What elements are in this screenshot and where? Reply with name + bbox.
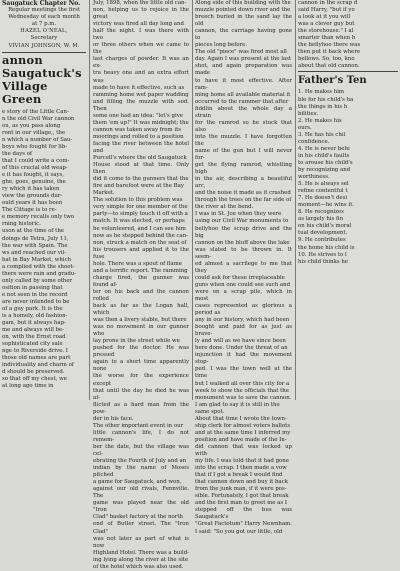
text-line: the bellyhoo there was bbox=[298, 42, 361, 49]
text-line: gam, but it always hap- bbox=[2, 320, 66, 327]
text-line: little cannon's life, I do not remem- bbox=[93, 429, 189, 443]
text-line: his child thinks he bbox=[298, 258, 349, 265]
text-line: and the noise it made as it crashed bbox=[195, 190, 291, 197]
text-line: 3. He has his chil bbox=[298, 131, 346, 138]
text-line: pieces long before. bbox=[195, 42, 248, 49]
text-line: he volunteered, and I can see him bbox=[93, 225, 186, 232]
text-line: are never intended to be bbox=[2, 298, 70, 305]
text-line: The Cittage is to re- bbox=[2, 207, 57, 214]
text-line: about that old cannon. bbox=[298, 63, 360, 70]
text-line: ramming home wet paper wadding bbox=[93, 91, 189, 98]
text-line: fire and barefoot were at the Bay bbox=[93, 183, 184, 190]
text-line: through the trees on the far side of bbox=[195, 197, 292, 204]
text-line: again to a short time apparently none bbox=[93, 359, 189, 373]
text-line: The solution to this problem was bbox=[93, 197, 183, 204]
text-line: muzzle pointed down river and the bbox=[195, 7, 291, 14]
text-line: me and always will be- bbox=[2, 327, 65, 334]
text-line: that I could write a com- bbox=[2, 157, 70, 164]
text-line: e memory recalls only two bbox=[2, 214, 75, 221]
text-line: at long ago time in bbox=[2, 383, 54, 390]
text-line: ble for his child's ha bbox=[298, 96, 354, 103]
text-line: those old names are part bbox=[2, 355, 71, 362]
headline-line: annon bbox=[2, 52, 43, 67]
text-line: last charges of powder. It was an ex- bbox=[93, 56, 189, 70]
text-line: 2. He makes his bbox=[298, 117, 342, 124]
text-line: ours. bbox=[298, 124, 312, 131]
text-line: fiddlin about the whole day a strain bbox=[195, 105, 292, 119]
text-line: was no movement in our gunner who bbox=[93, 324, 189, 338]
text-line: end of Butler street. The "Iron Clad" bbox=[93, 521, 189, 535]
text-line: victory was fired all day long and bbox=[93, 21, 184, 28]
text-line: that if I got a break I would find bbox=[195, 472, 283, 479]
text-line: was slated to be thrown in. It seem- bbox=[195, 246, 292, 260]
text-line: from the junk man, if it were pos- bbox=[195, 486, 287, 493]
column-3 bbox=[195, 0, 292, 535]
text-line: using our Civil War monuments to bbox=[195, 218, 289, 225]
text-line: hat in Bay Market, which bbox=[2, 256, 72, 263]
text-line: non, helping us to rejoice in the great bbox=[93, 7, 189, 21]
text-line: was then a livery stable, but there bbox=[93, 317, 187, 324]
text-line: der in his face. bbox=[93, 415, 134, 422]
text-line: bellyhoo the scrap drive and the big bbox=[195, 225, 292, 239]
text-line: The old "piece" was fired most all bbox=[195, 49, 287, 56]
text-line: moorings and rolled to a position bbox=[93, 133, 184, 140]
text-line: ws and reached our vil- bbox=[2, 249, 67, 256]
text-line: 10. He strives to l bbox=[298, 251, 347, 258]
text-line: a complied with the shoot- bbox=[2, 263, 75, 270]
text-line: 8. He recognizes bbox=[298, 209, 344, 216]
text-line: match. It was elected, or perhaps bbox=[93, 218, 185, 225]
masthead-line: Regular meetings the first bbox=[8, 7, 80, 14]
text-line: e it has fought, it says, bbox=[2, 172, 65, 179]
text-line: and filling the muzzle with sod. Then bbox=[93, 98, 189, 112]
text-line: very simple for one member of the bbox=[93, 204, 188, 211]
text-line: view the grounds dur- bbox=[2, 193, 63, 200]
text-line: the storehouse." I al bbox=[298, 28, 354, 35]
text-line: nge to Riverside drive. I bbox=[2, 348, 68, 355]
text-line: occurred to the rammer that after bbox=[195, 98, 289, 105]
text-line: cannon in the scrap d bbox=[298, 0, 358, 6]
text-line: so that off my chest, we bbox=[2, 376, 67, 383]
text-line: party—to simply touch it off with a bbox=[93, 211, 188, 218]
text-line: ber the date, but the village was cel- bbox=[93, 443, 189, 457]
text-line: cannon on the bluff above the lake bbox=[195, 239, 290, 246]
text-line: tra heavy one and an extra effort was bbox=[93, 70, 189, 84]
text-line: of the hotel which was also used. bbox=[93, 563, 184, 570]
text-line: ebrating the Fourth of July and an bbox=[93, 458, 187, 465]
text-line: About that time I wrote the town- bbox=[195, 415, 287, 422]
text-line: a look at it you will bbox=[298, 14, 351, 21]
masthead-line: Secretary bbox=[30, 35, 58, 42]
text-line: did cannon that was locked up with bbox=[195, 443, 292, 457]
masthead-line: at 7 p.m. bbox=[31, 21, 57, 28]
text-line: "Great Factotum" Harry Newnham. bbox=[195, 521, 292, 528]
text-line: is a homely, old fashion- bbox=[2, 313, 68, 320]
text-line: into the muzzle. I have forgotten the bbox=[195, 133, 292, 147]
text-line: his trousers and applied it to the fuse bbox=[93, 246, 189, 260]
text-line: ming home all available material it bbox=[195, 91, 291, 98]
text-line: Along side of this building with the bbox=[195, 0, 291, 6]
column-rule bbox=[89, 0, 90, 400]
text-line: hole. There was a spout of flame bbox=[93, 260, 182, 267]
text-line: or three others when we came to the bbox=[93, 42, 189, 56]
text-line: but I walked all over this city for a bbox=[195, 380, 290, 387]
commandment-list bbox=[298, 89, 398, 265]
text-line: 5. He is always sel bbox=[298, 181, 349, 188]
text-line: get the flying ramrod, whistling high bbox=[195, 162, 292, 176]
text-line: same spot. bbox=[195, 408, 225, 415]
text-line: made to have it effective, such as bbox=[93, 84, 185, 91]
text-line: here done. Under the threat of an bbox=[195, 345, 288, 352]
text-line: and at the same time I inferred my bbox=[195, 429, 291, 436]
article-body bbox=[2, 109, 86, 391]
text-line: n the old Civil War cannon bbox=[2, 115, 75, 122]
text-line: was not later as part of what is now bbox=[93, 535, 189, 549]
text-line: July, 1898, when the little old can- bbox=[93, 0, 187, 6]
text-line: did it come to the gunners that the bbox=[93, 176, 189, 183]
text-line: on, with the Ernst road bbox=[2, 334, 66, 341]
text-line: of a guy park. It is the bbox=[2, 305, 63, 312]
text-line: guns when one could see such and bbox=[195, 281, 291, 288]
text-line: then put it back where bbox=[298, 49, 361, 56]
text-line: flicted as a hard man from the pow- bbox=[93, 401, 189, 415]
text-line: ry which it has taken bbox=[2, 186, 60, 193]
text-line: osition in passing that bbox=[2, 284, 63, 291]
text-line: I said: "So you got our little, old bbox=[195, 528, 283, 535]
text-line: them 'em up!" It was midnight; the bbox=[93, 119, 189, 126]
text-line: doings de Tetra, July 11, bbox=[2, 235, 69, 242]
text-line: ed almost a sacrilege to me that they bbox=[195, 260, 292, 274]
text-line: my life. I was told that it had gone bbox=[195, 458, 289, 465]
text-line: the worse for the experience except bbox=[93, 373, 189, 387]
masthead-line: VIVIAN JOHNSON, W. M. bbox=[8, 42, 80, 49]
text-line: the days of bbox=[2, 150, 32, 157]
text-line: Market. bbox=[93, 190, 115, 197]
article-body bbox=[195, 0, 292, 536]
text-line: indian by the name of Moses pitched bbox=[93, 465, 189, 479]
text-line: breech buried in the sand lay the old bbox=[195, 14, 292, 28]
text-line: worthiness. bbox=[298, 174, 330, 181]
text-line: in his child's faults bbox=[298, 152, 350, 159]
text-line: 9. He contributes bbox=[298, 237, 346, 244]
text-line: was a clever guy but bbox=[298, 21, 355, 28]
text-line: confidence. bbox=[298, 138, 330, 145]
text-line: and a terrific report. The ramming bbox=[93, 267, 188, 274]
column-rule bbox=[192, 0, 193, 400]
text-line: 7. He doesn't desi bbox=[298, 195, 348, 202]
headline-line: Village Green bbox=[2, 78, 48, 106]
article-body bbox=[93, 0, 189, 571]
text-line: to have it most effective. After ram- bbox=[195, 77, 292, 91]
text-line: 4. He is never behi bbox=[298, 145, 350, 152]
text-line: ould years it has been bbox=[2, 200, 63, 207]
masthead-line: Saugatuck Chapter No. bbox=[2, 0, 81, 7]
text-line: shot, and again preparation was made bbox=[195, 63, 292, 77]
text-line: facing the river between the hotel and bbox=[93, 140, 189, 154]
text-line: on his child's moral bbox=[298, 223, 352, 230]
text-line: ghe, goes, genuine, the bbox=[2, 179, 66, 186]
text-line: rning historic. bbox=[2, 221, 41, 228]
text-line: by recognizing and bbox=[298, 166, 351, 173]
article-headline bbox=[2, 54, 86, 106]
text-line: cases represented as glorious a period as bbox=[195, 303, 292, 317]
text-line: could ask for these irreplaceable bbox=[195, 274, 285, 281]
text-line: smarter than when h bbox=[298, 35, 356, 42]
text-line: I am glad to say it is still in the bbox=[195, 401, 280, 408]
text-line: ou, as you pass along bbox=[2, 122, 61, 129]
text-line: injunction it had the movement stop- bbox=[195, 352, 292, 366]
text-line: uson at the time of the bbox=[2, 228, 64, 235]
text-line: n which a number of Sau- bbox=[2, 136, 73, 143]
text-line: in the air, describing a beautiful arc, bbox=[195, 176, 292, 190]
text-line: said Harry, "but if yo bbox=[298, 7, 355, 14]
text-line: bellows. So, too, kno bbox=[298, 56, 355, 63]
text-line: there were rain and gradu- bbox=[2, 270, 77, 277]
text-line: to arouse his child's bbox=[298, 159, 353, 166]
column-1 bbox=[2, 0, 86, 400]
text-line: into the scrap. I then made a vow bbox=[195, 465, 287, 472]
text-line: against our old rivals, Fennville. The bbox=[93, 486, 189, 500]
text-line: e not seen in the record bbox=[2, 291, 68, 298]
column-2 bbox=[93, 0, 189, 570]
text-line: the things in his h bbox=[298, 103, 348, 110]
text-line: House stood at that time. Only then bbox=[93, 162, 189, 176]
headline-line: Saugatuck's bbox=[2, 65, 82, 80]
text-line: Purcell's where the old Saugatuck bbox=[93, 155, 187, 162]
article-headline: Father's Ten bbox=[298, 75, 367, 87]
text-line: d should be preserved. bbox=[2, 369, 65, 376]
text-line: Clad" basket factory at the north bbox=[93, 514, 184, 521]
text-line: e story of the Little Can- bbox=[2, 108, 69, 115]
text-line: that until the day he died he was af- bbox=[93, 387, 189, 401]
text-line: cannon, the carriage having gone to bbox=[195, 28, 292, 42]
text-line: game was played near the old "Iron bbox=[93, 500, 189, 514]
text-line: any in our history, which had been bbox=[195, 317, 290, 324]
text-line: a game for Saugatuck, and won, bbox=[93, 479, 182, 486]
masthead bbox=[2, 0, 86, 50]
text-line: 1. He makes him bbox=[298, 89, 345, 96]
text-line: and the first man to greet me as I bbox=[195, 500, 287, 507]
text-line: ped. I was the town well at the time bbox=[195, 366, 292, 380]
text-line: for the ramrod so he stuck that also bbox=[195, 119, 292, 133]
text-line: were on a scrap pile, which in most bbox=[195, 288, 292, 302]
text-line: cannon was taken away from its bbox=[93, 126, 182, 133]
text-line: moment—he wins it. bbox=[298, 202, 354, 209]
text-line: individuality and charm of bbox=[2, 362, 74, 369]
text-line: stepped off the bus was Saugatuck's bbox=[195, 507, 292, 521]
text-line: that cannon down and buy it back bbox=[195, 479, 288, 486]
text-line: the river at the bend. bbox=[195, 204, 254, 211]
text-line: now as he stepped behind the can- bbox=[93, 232, 189, 239]
text-line: ter on his back and the cannon rolled bbox=[93, 288, 189, 302]
divider bbox=[298, 71, 398, 72]
column-4 bbox=[298, 0, 398, 400]
text-line: tual development. bbox=[298, 230, 348, 237]
text-line: half the night. I was there with two bbox=[93, 28, 189, 42]
text-line: ly and will as we have since been bbox=[195, 338, 286, 345]
text-line: back as far as the Logan hall, which bbox=[93, 303, 189, 317]
text-line: ront in our village,, the bbox=[2, 129, 66, 136]
masthead-line: HAZEL O'NEAL, bbox=[20, 28, 68, 35]
column-rule bbox=[295, 0, 296, 400]
text-line: week to show the officials that the bbox=[195, 387, 289, 394]
text-line: bought and paid for as just as brave- bbox=[195, 324, 292, 338]
text-line: some one had an idea: "let's give bbox=[93, 112, 183, 119]
text-line: monument was to save the cannon. bbox=[195, 394, 292, 401]
text-line: lay prone in the street while we bbox=[93, 338, 180, 345]
text-line: charge fired, the gunner was found af- bbox=[93, 274, 189, 288]
text-line: the war with Spain. The bbox=[2, 242, 68, 249]
text-line: ship clerk for almost voters ballots bbox=[195, 422, 291, 429]
text-line: the home his child is bbox=[298, 244, 355, 251]
text-line: non, struck a match on the seat of bbox=[93, 239, 187, 246]
text-line: bilities. bbox=[298, 110, 319, 117]
text-line: ing lying along the river at the site bbox=[93, 556, 189, 563]
text-line: The other important event in our bbox=[93, 422, 184, 429]
text-line: name of the gun but I will never for- bbox=[195, 147, 292, 162]
text-line: as largely his fin bbox=[298, 216, 344, 223]
text-line: position and have made of the In- bbox=[195, 436, 287, 443]
text-line: sible. Fortunately, I got that break bbox=[195, 493, 289, 500]
article-body bbox=[298, 0, 398, 70]
text-line: sophisticated city sale bbox=[2, 341, 63, 348]
text-line: of this crucial old weap- bbox=[2, 165, 68, 172]
text-line: Highland Hotel. There was a build- bbox=[93, 549, 189, 556]
text-line: only called by some other bbox=[2, 277, 73, 284]
text-line: I was in St. Joe when they were bbox=[195, 211, 282, 218]
text-line: pushed for the doctor. He was pressed bbox=[93, 345, 189, 359]
text-line: day. Again I was present at the last bbox=[195, 56, 292, 63]
text-line: boys who fought for lib- bbox=[2, 143, 68, 150]
text-line: refine contentful t bbox=[298, 188, 348, 195]
masthead-line: Wednesday of each month bbox=[8, 14, 80, 21]
